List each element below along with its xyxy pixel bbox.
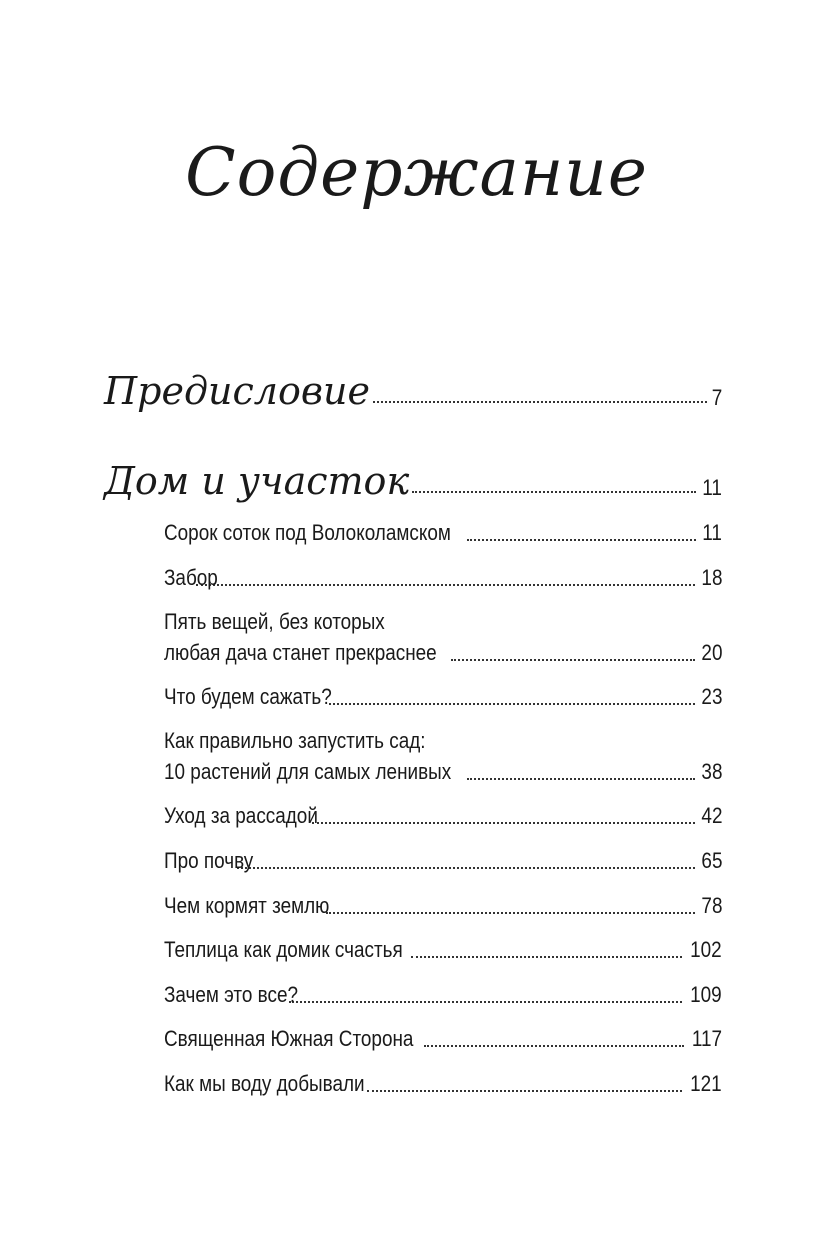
dot-leader — [467, 778, 694, 780]
dot-leader — [289, 1001, 682, 1003]
toc-page-number: 42 — [700, 803, 722, 828]
toc-page-number: 18 — [700, 565, 722, 590]
toc-page-number: 11 — [702, 520, 722, 545]
dot-leader — [367, 1090, 682, 1092]
toc-page-number: 121 — [690, 1071, 722, 1096]
dot-leader — [312, 822, 694, 824]
toc-entry-title: Зачем это все? — [164, 982, 298, 1007]
dot-leader — [237, 867, 694, 869]
toc-page-number: 78 — [700, 893, 722, 918]
toc-entry[interactable] — [164, 1068, 722, 1099]
toc-entry[interactable] — [164, 1023, 722, 1054]
toc-section-title: Предисловие — [104, 369, 370, 413]
toc-page-number: 38 — [700, 759, 722, 784]
toc-page-number: 117 — [691, 1026, 722, 1051]
toc-page-number: 65 — [700, 848, 722, 873]
toc-page-number: 11 — [702, 475, 722, 500]
toc-page-number: 23 — [700, 684, 722, 709]
toc-entry-title: Сорок соток под Волоколамском — [164, 520, 451, 545]
toc-entry[interactable] — [164, 800, 722, 831]
toc-page-number: 109 — [690, 982, 722, 1007]
toc-section-house[interactable] — [104, 459, 722, 503]
toc-entry[interactable] — [164, 517, 722, 548]
dot-leader — [424, 1045, 684, 1047]
toc-entry-title: Священная Южная Сторона — [164, 1026, 414, 1051]
toc-entry-title: Как мы воду добывали — [164, 1071, 365, 1096]
dot-leader — [467, 539, 696, 541]
toc-entry-title: Забор — [164, 565, 218, 590]
dot-leader — [373, 401, 707, 403]
toc-entry[interactable] — [164, 606, 722, 668]
toc-page-number: 102 — [690, 937, 722, 962]
dot-leader — [451, 659, 695, 661]
toc-page-number: 7 — [711, 385, 722, 410]
toc-entry[interactable] — [164, 934, 722, 965]
page-title: Содержание — [185, 134, 648, 211]
toc-entry-title: Пять вещей, без которых любая дача станет прекраснее — [164, 609, 437, 665]
toc-entry[interactable] — [164, 562, 722, 593]
dot-leader — [196, 584, 694, 586]
dot-leader — [329, 703, 695, 705]
toc-entry-title: Что будем сажать? — [164, 684, 332, 709]
toc-entry[interactable] — [164, 845, 722, 876]
toc-entry-title: Чем кормят землю — [164, 893, 330, 918]
toc-entry-title: Про почву — [164, 848, 254, 873]
toc-entry[interactable] — [164, 681, 722, 712]
toc-entry-title: Как правильно запустить сад: 10 растений для самых ленивых — [164, 728, 452, 784]
toc-entry-title: Уход за рассадой — [164, 803, 318, 828]
toc-section-title: Дом и участок — [104, 459, 410, 503]
toc-section-preface[interactable] — [104, 369, 722, 413]
toc-entry[interactable] — [164, 890, 722, 921]
toc-entry[interactable] — [164, 725, 722, 787]
dot-leader — [411, 956, 682, 958]
dot-leader — [412, 491, 696, 493]
toc-entry[interactable] — [164, 979, 722, 1010]
toc-entry-title: Теплица как домик счастья — [164, 937, 403, 962]
dot-leader — [326, 912, 695, 914]
toc-page-number: 20 — [700, 640, 722, 665]
